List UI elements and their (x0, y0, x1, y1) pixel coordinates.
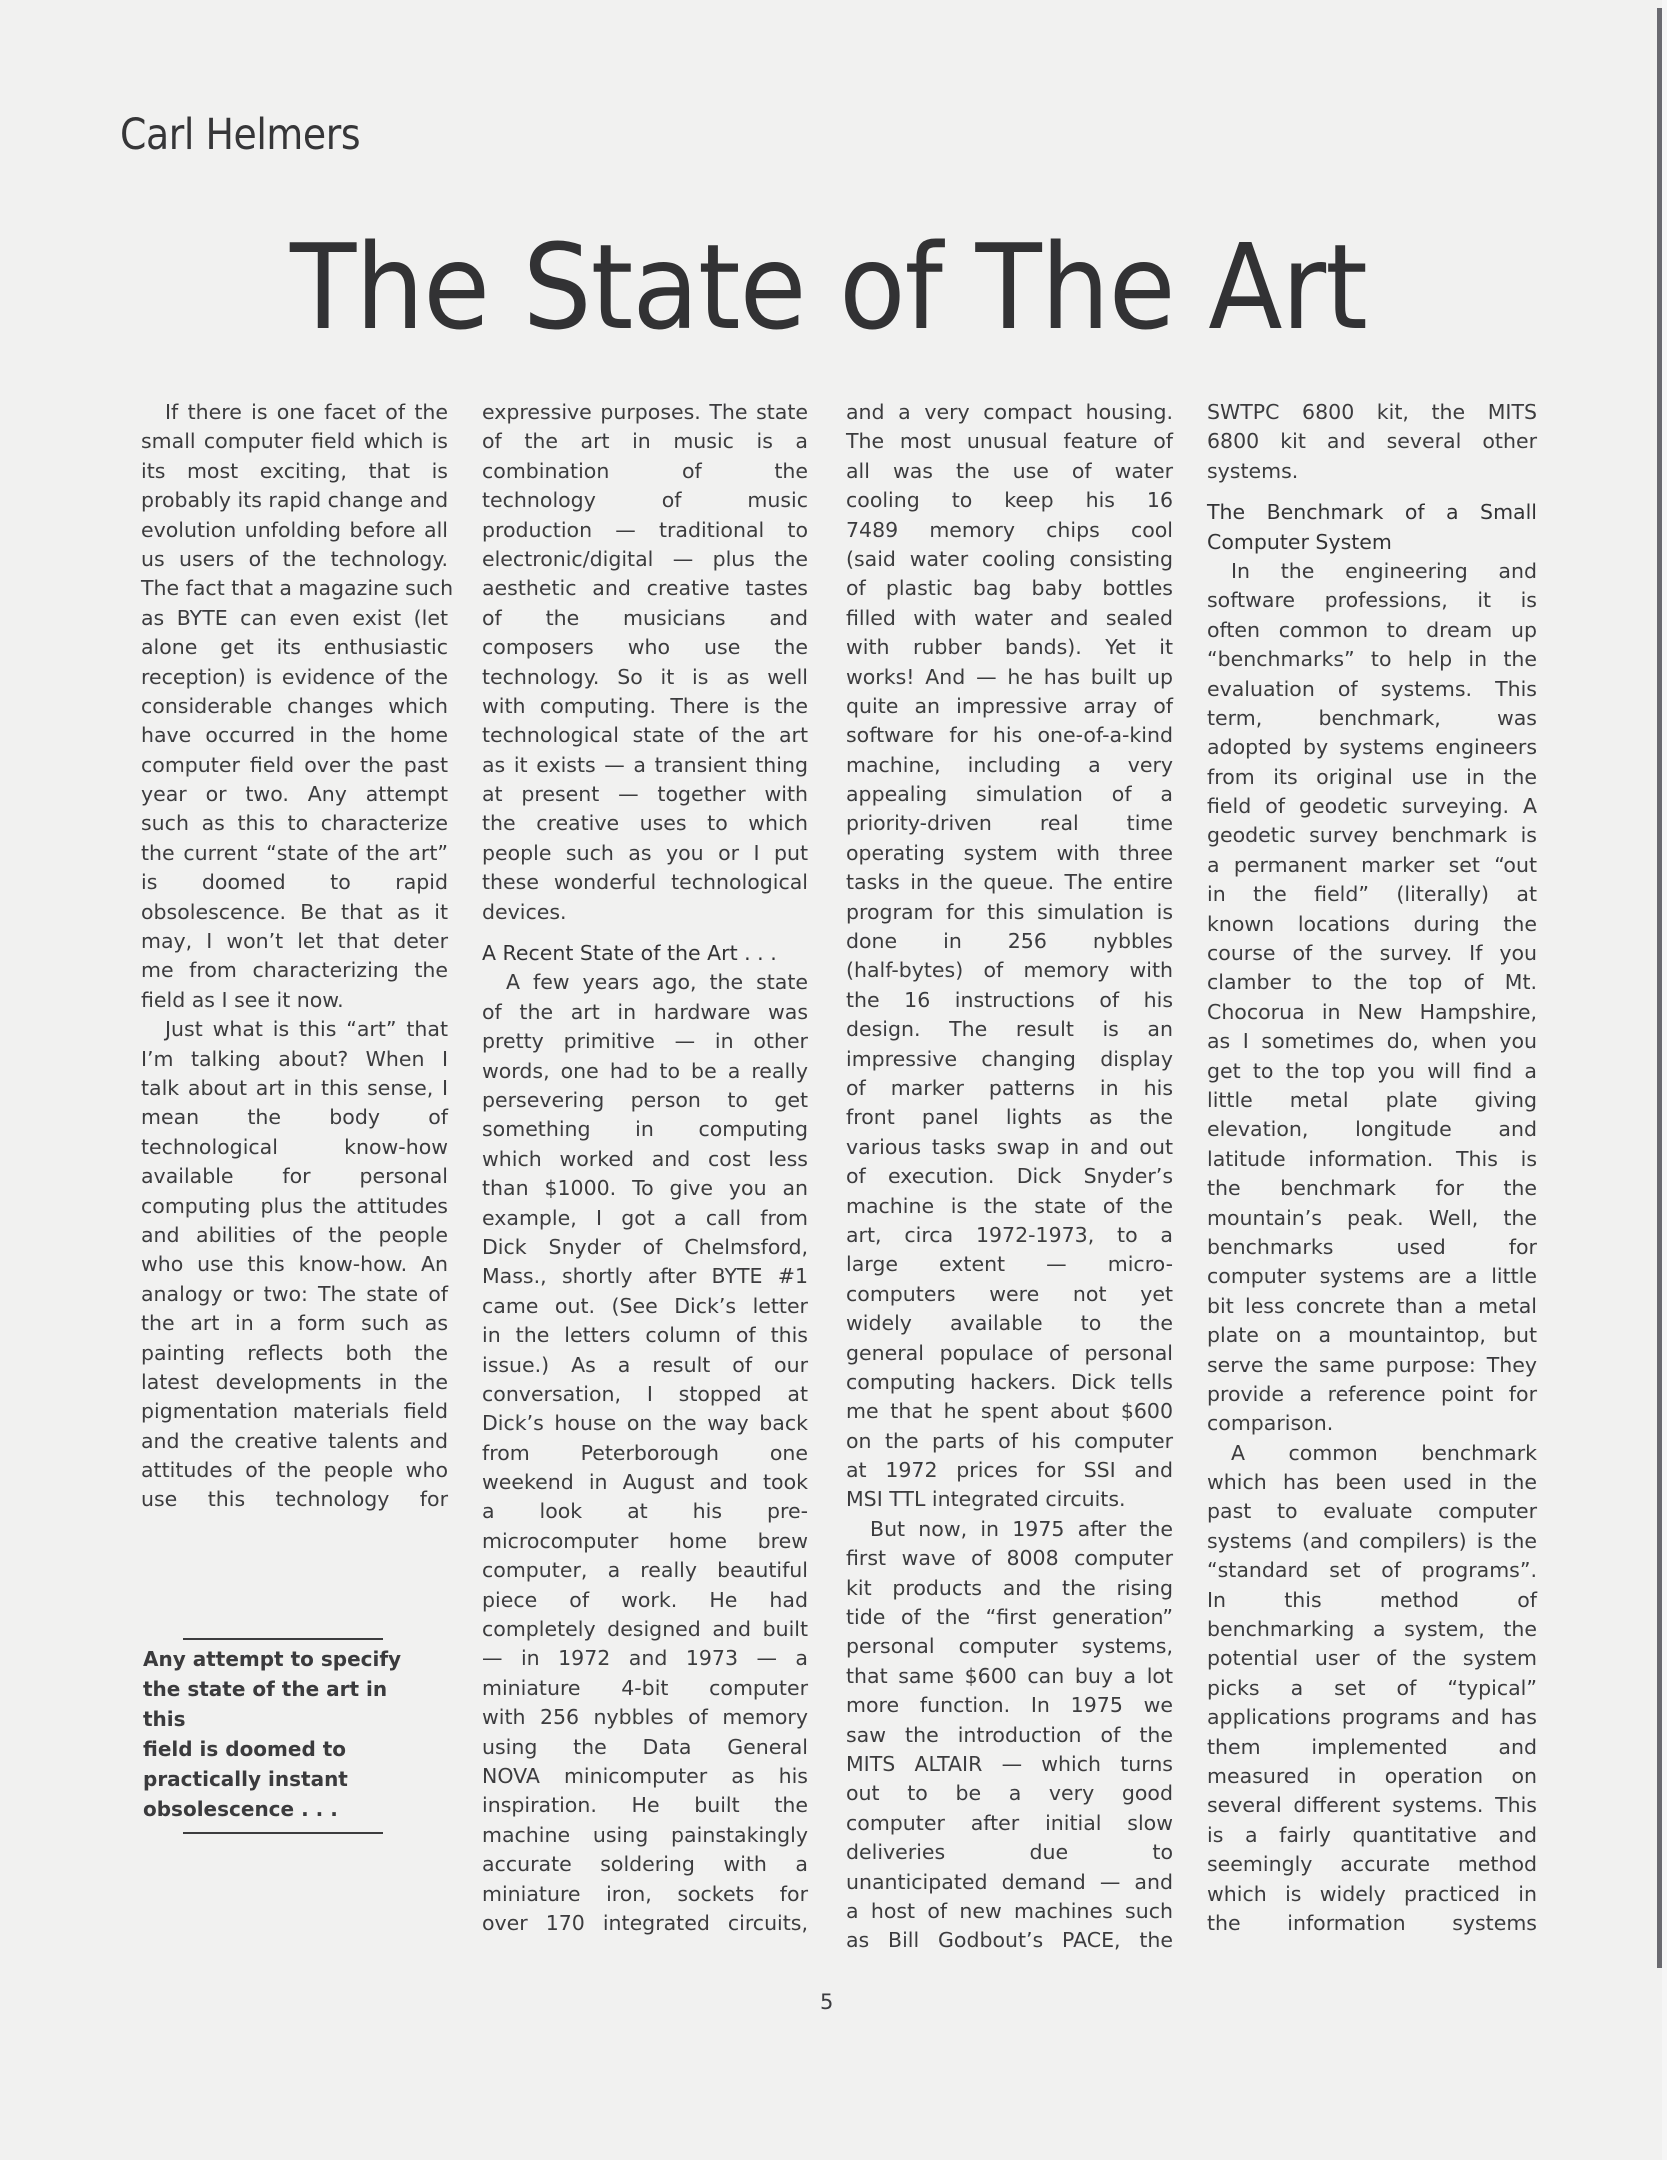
text-line: aesthetic and creative tastes (482, 576, 808, 601)
paragraph (846, 398, 1173, 1515)
text-line: probably its rapid change and (141, 488, 449, 513)
text-line: priority-driven real time (846, 811, 1173, 836)
text-line: MITS ALTAIR — which turns (846, 1751, 1173, 1776)
text-line: of plastic bag baby bottles (846, 576, 1173, 601)
text-line: and a very compact housing. (846, 400, 1173, 424)
text-line: expressive purposes. The state (482, 400, 808, 424)
text-line: technology. So it is as well (482, 664, 808, 689)
text-line: benchmarking a system, the (1207, 1617, 1537, 1642)
text-line: with 256 nybbles of memory (482, 1705, 808, 1730)
text-line: may, I won’t let that deter (141, 929, 448, 954)
text-line: of execution. Dick Snyder’s (846, 1164, 1173, 1189)
text-line: analogy or two: The state of (141, 1281, 448, 1306)
text-line: of the art in hardware was (482, 999, 808, 1024)
text-line: pretty primitive — in other (482, 1029, 808, 1054)
text-line: piece of work. He had (482, 1587, 808, 1612)
text-line: applications programs and has (1207, 1705, 1537, 1730)
pull-quote-line: practically instant (143, 1767, 348, 1791)
text-line: technological state of the art (482, 723, 808, 748)
text-line: Computer System (1207, 529, 1392, 554)
text-line: seemingly accurate method (1207, 1852, 1537, 1877)
text-line: done in 256 nybbles (846, 929, 1173, 954)
pull-quote-line: Any attempt to specify (143, 1647, 402, 1671)
pull-quote-bottom-rule (183, 1832, 383, 1834)
text-line: impressive changing display (846, 1046, 1173, 1071)
text-line: of the art in music is a (482, 429, 808, 454)
text-line: the creative uses to which (482, 811, 808, 836)
text-line: SWTPC 6800 kit, the MITS (1207, 400, 1537, 424)
text-line: computing plus the attitudes (141, 1193, 448, 1218)
text-line: words, one had to be a really (482, 1058, 808, 1083)
text-line: of the musicians and (482, 605, 808, 630)
text-line: systems (and compilers) is the (1207, 1528, 1537, 1553)
text-line: systems. (1207, 458, 1299, 483)
text-line: issue.) As a result of our (482, 1352, 808, 1377)
text-line: with rubber bands). Yet it (846, 635, 1173, 660)
text-line: A few years ago, the state (506, 970, 808, 995)
text-line: (half-bytes) of memory with (846, 958, 1173, 983)
text-line: In the engineering and (1231, 558, 1537, 583)
text-line: talk about art in this sense, I (141, 1075, 448, 1100)
text-line: front panel lights as the (846, 1105, 1173, 1130)
pull-quote-line: field is doomed to (143, 1737, 347, 1761)
text-line: at 1972 prices for SSI and (846, 1458, 1173, 1483)
text-line: as BYTE can even exist (let (141, 605, 448, 630)
text-line: which has been used in the (1207, 1470, 1537, 1495)
text-line: plate on a mountaintop, but (1207, 1323, 1537, 1348)
text-line: computing hackers. Dick tells (846, 1369, 1173, 1394)
text-line: technology of music (482, 488, 808, 513)
text-line: use this technology for (141, 1487, 448, 1512)
article-column-4 (1207, 398, 1537, 1938)
text-line: me that he spent about $600 (846, 1399, 1173, 1424)
pull-quote-line: the state of the art in this (143, 1677, 388, 1731)
text-line: serve the same purpose: They (1207, 1352, 1537, 1377)
text-line: conversation, I stopped at (482, 1381, 808, 1406)
author-byline: Carl Helmers (120, 110, 361, 160)
text-line: more function. In 1975 we (846, 1693, 1173, 1718)
text-line: provide a reference point for (1207, 1381, 1537, 1406)
text-line: saw the introduction of the (846, 1722, 1173, 1747)
page-number: 5 (820, 1990, 834, 2014)
text-line: 6800 kit and several other (1207, 429, 1537, 454)
text-line: them implemented and (1207, 1734, 1537, 1759)
text-line: all was the use of water (846, 458, 1173, 483)
text-line: who use this know-how. An (141, 1252, 448, 1277)
text-line: electronic/digital — plus the (482, 546, 808, 571)
text-line: have occurred in the home (141, 723, 448, 748)
text-line: attitudes of the people who (141, 1458, 448, 1483)
text-line: painting reflects both the (141, 1340, 448, 1365)
text-line: potential user of the system (1207, 1646, 1537, 1671)
text-line: I’m talking about? When I (141, 1046, 448, 1071)
text-line: technological know-how (141, 1134, 448, 1159)
text-line: appealing simulation of a (846, 782, 1173, 807)
text-line: something in computing (482, 1117, 808, 1142)
text-line: such as this to characterize (141, 811, 448, 836)
text-line: that same $600 can buy a lot (846, 1663, 1173, 1688)
text-line: 7489 memory chips cool (846, 517, 1173, 542)
paragraph (141, 1015, 448, 1515)
text-line: evaluation of systems. This (1207, 676, 1537, 701)
text-line: of marker patterns in his (846, 1075, 1173, 1100)
text-line: miniature 4-bit computer (482, 1675, 808, 1700)
pull-quote-top-rule (183, 1638, 383, 1640)
text-line: inspiration. He built the (482, 1793, 808, 1818)
text-line: — in 1972 and 1973 — a (482, 1646, 808, 1671)
text-line: at present — together with (482, 782, 808, 807)
text-line: works! And — he has built up (846, 664, 1173, 689)
article-title: The State of The Art (290, 218, 1367, 356)
text-line: elevation, longitude and (1207, 1117, 1537, 1142)
text-line: the benchmark for the (1207, 1176, 1537, 1201)
text-line: composers who use the (482, 635, 808, 660)
paragraph (482, 968, 808, 1938)
text-line: computer after initial slow (846, 1810, 1173, 1835)
text-line: Just what is this “art” that (165, 1017, 448, 1042)
text-line: these wonderful technological (482, 870, 808, 895)
text-line: software for his one-of-a-kind (846, 723, 1173, 748)
text-line: accurate soldering with a (482, 1852, 808, 1877)
article-column-3 (846, 398, 1173, 1956)
text-line: obsolescence. Be that as it (141, 899, 448, 924)
text-line: as I sometimes do, when you (1207, 1029, 1537, 1054)
text-line: pigmentation materials field (141, 1399, 448, 1424)
text-line: which worked and cost less (482, 1146, 808, 1171)
text-line: completely designed and built (482, 1617, 808, 1642)
paragraph (846, 1515, 1173, 1956)
text-line: various tasks swap in and out (846, 1134, 1173, 1159)
text-line: the art in a form such as (141, 1311, 448, 1336)
text-line: filled with water and sealed (846, 605, 1173, 630)
text-line: us users of the technology. (141, 546, 448, 571)
text-line: benchmarks used for (1207, 1234, 1537, 1259)
text-line: quite an impressive array of (846, 693, 1173, 718)
text-line: weekend in August and took (482, 1470, 808, 1495)
text-line: field of geodetic surveying. A (1207, 794, 1537, 819)
text-line: A Recent State of the Art . . . (482, 941, 777, 966)
article-column-2 (482, 398, 808, 1938)
text-line: on the parts of his computer (846, 1428, 1173, 1453)
text-line: alone get its enthusiastic (141, 635, 448, 660)
text-line: course of the survey. If you (1207, 941, 1537, 966)
text-line: and abilities of the people (141, 1222, 448, 1247)
text-line: In this method of (1207, 1587, 1537, 1612)
text-line: Dick Snyder of Chelmsford, (482, 1234, 808, 1259)
section-subhead (1207, 498, 1537, 557)
article-column-1 (141, 398, 454, 1515)
text-line: Mass., shortly after BYTE #1 (482, 1264, 808, 1289)
text-line: computers were not yet (846, 1281, 1173, 1306)
text-line: available for personal (141, 1164, 448, 1189)
text-line: several different systems. This (1207, 1793, 1537, 1818)
section-subhead (482, 939, 808, 968)
text-line: first wave of 8008 computer (846, 1546, 1173, 1571)
paragraph (1207, 557, 1537, 1439)
text-line: picks a set of “typical” (1207, 1675, 1537, 1700)
text-line: a host of new machines such (846, 1898, 1173, 1923)
text-line: unanticipated demand — and (846, 1869, 1173, 1894)
text-line: little metal plate giving (1207, 1087, 1537, 1112)
text-line: bit less concrete than a metal (1207, 1293, 1537, 1318)
text-line: past to evaluate computer (1207, 1499, 1537, 1524)
text-line: tide of the “first generation” (846, 1605, 1173, 1630)
text-line: NOVA minicomputer as his (482, 1763, 808, 1788)
text-line: MSI TTL integrated circuits. (846, 1487, 1126, 1512)
text-line: combination of the (482, 458, 808, 483)
text-line: Chocorua in New Hampshire, (1207, 999, 1537, 1024)
text-line: (said water cooling consisting (846, 546, 1173, 571)
paragraph (1207, 1439, 1537, 1939)
pull-quote (143, 1638, 433, 1834)
text-line: deliveries due to (846, 1840, 1173, 1865)
text-line: devices. (482, 899, 567, 924)
text-line: miniature iron, sockets for (482, 1881, 808, 1906)
text-line: “benchmarks” to help in the (1207, 647, 1537, 672)
text-line: field as I see it now. (141, 987, 344, 1012)
text-line: A common benchmark (1231, 1440, 1537, 1465)
text-line: latitude information. This is (1207, 1146, 1537, 1171)
text-line: in the letters column of this (482, 1323, 808, 1348)
text-line: cooling to keep his 16 (846, 488, 1173, 513)
text-line: personal computer systems, (846, 1634, 1173, 1659)
text-line: comparison. (1207, 1411, 1334, 1436)
text-line: evolution unfolding before all (141, 517, 448, 542)
text-line: machine, including a very (846, 752, 1173, 777)
text-line: mountain’s peak. Well, the (1207, 1205, 1537, 1230)
text-line: Dick’s house on the way back (482, 1411, 808, 1436)
text-line: often common to dream up (1207, 617, 1537, 642)
text-line: as it exists — a transient thing (482, 752, 808, 777)
text-line: geodetic survey benchmark is (1207, 823, 1537, 848)
text-line: clamber to the top of Mt. (1207, 970, 1537, 995)
text-line: is a fairly quantitative and (1207, 1822, 1537, 1847)
text-line: with computing. There is the (482, 693, 808, 718)
text-line: people such as you or I put (482, 840, 808, 865)
text-line: from Peterborough one (482, 1440, 808, 1465)
pull-quote-text (143, 1644, 433, 1824)
text-line: in the field” (literally) at (1207, 882, 1537, 907)
text-line: as Bill Godbout’s PACE, the (846, 1928, 1173, 1953)
text-line: art, circa 1972-1973, to a (846, 1222, 1173, 1247)
text-line: out to be a very good (846, 1781, 1173, 1806)
text-line: computer systems are a little (1207, 1264, 1537, 1289)
text-line: production — traditional to (482, 517, 808, 542)
text-line: computer field over the past (141, 752, 448, 777)
text-line: large extent — micro- (846, 1252, 1173, 1277)
text-line: tasks in the queue. The entire (846, 870, 1173, 895)
text-line: software professions, it is (1207, 588, 1537, 613)
text-line: the 16 instructions of his (846, 987, 1173, 1012)
text-line: But now, in 1975 after the (870, 1516, 1173, 1541)
text-line: which is widely practiced in (1207, 1881, 1537, 1906)
text-line: machine is the state of the (846, 1193, 1173, 1218)
text-line: The fact that a magazine such (141, 576, 454, 601)
text-line: year or two. Any attempt (141, 782, 448, 807)
text-line: microcomputer home brew (482, 1528, 808, 1553)
text-line: “standard set of programs”. (1207, 1558, 1537, 1583)
text-line: known locations during the (1207, 911, 1537, 936)
text-line: is doomed to rapid (141, 870, 448, 895)
text-line: small computer field which is (141, 429, 448, 454)
text-line: kit products and the rising (846, 1575, 1173, 1600)
text-line: measured in operation on (1207, 1763, 1537, 1788)
text-line: latest developments in the (141, 1369, 448, 1394)
text-line: design. The result is an (846, 1017, 1173, 1042)
text-line: considerable changes which (141, 693, 448, 718)
text-line: program for this simulation is (846, 899, 1173, 924)
text-line: computer, a really beautiful (482, 1558, 808, 1583)
paragraph (482, 398, 808, 927)
text-line: persevering person to get (482, 1087, 808, 1112)
text-line: operating system with three (846, 840, 1173, 865)
text-line: the information systems (1207, 1910, 1537, 1935)
text-line: The most unusual feature of (846, 429, 1173, 454)
text-line: the current “state of the art” (141, 840, 448, 865)
page-margin (1662, 0, 1667, 2160)
text-line: adopted by systems engineers (1207, 735, 1537, 760)
text-line: widely available to the (846, 1311, 1173, 1336)
text-line: The Benchmark of a Small (1207, 500, 1537, 525)
text-line: than $1000. To give you an (482, 1176, 808, 1201)
text-line: using the Data General (482, 1734, 808, 1759)
paragraph (1207, 398, 1537, 486)
text-line: get to the top you will find a (1207, 1058, 1537, 1083)
text-line: general populace of personal (846, 1340, 1173, 1365)
pull-quote-line: obsolescence . . . (143, 1797, 338, 1821)
text-line: and the creative talents and (141, 1428, 448, 1453)
text-line: example, I got a call from (482, 1205, 808, 1230)
text-line: machine using painstakingly (482, 1822, 808, 1847)
text-line: mean the body of (141, 1105, 448, 1130)
text-line: term, benchmark, was (1207, 705, 1537, 730)
text-line: reception) is evidence of the (141, 664, 448, 689)
text-line: a permanent marker set “out (1207, 852, 1537, 877)
text-line: its most exciting, that is (141, 458, 448, 483)
text-line: me from characterizing the (141, 958, 448, 983)
text-line: from its original use in the (1207, 764, 1537, 789)
text-line: a look at his pre- (482, 1499, 808, 1524)
text-line: came out. (See Dick’s letter (482, 1293, 808, 1318)
text-line: If there is one facet of the (165, 400, 448, 424)
paragraph (141, 398, 454, 1015)
text-line: over 170 integrated circuits, (482, 1910, 808, 1935)
